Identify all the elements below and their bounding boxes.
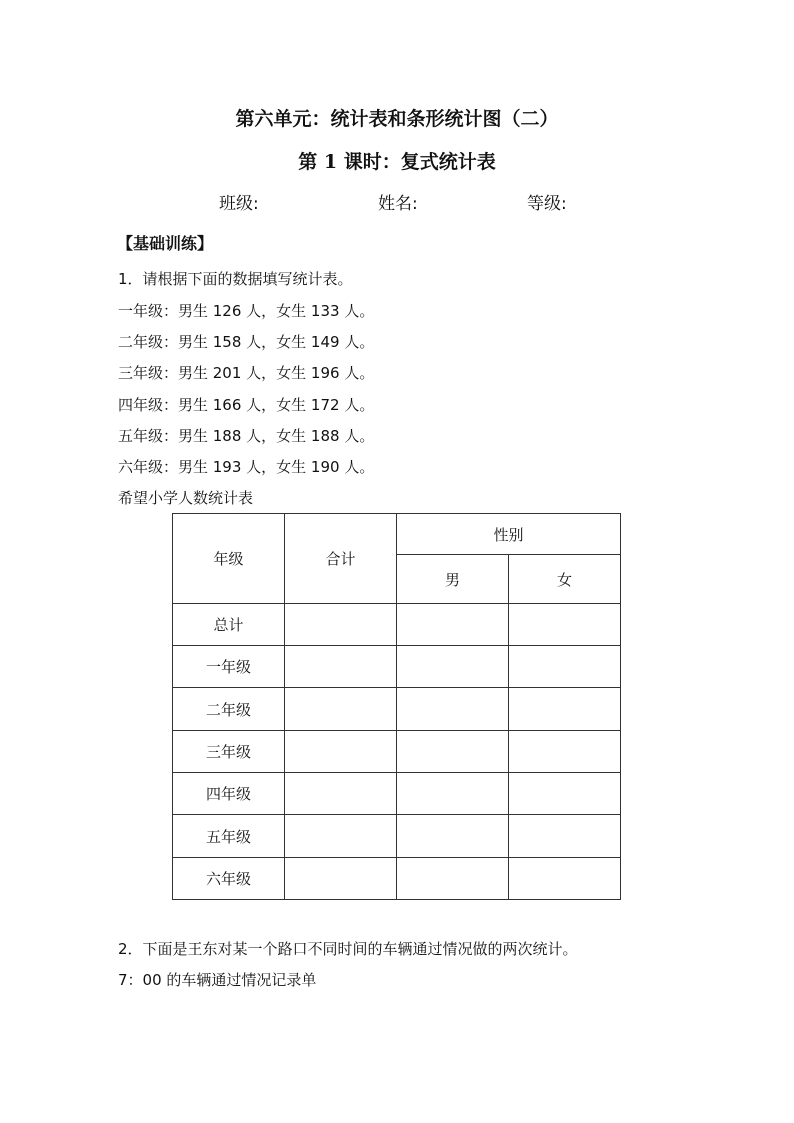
table-row [173,604,621,646]
total-cell[interactable] [285,858,397,900]
lesson-subtitle: 第 1 课时：复式统计表 [298,151,496,173]
table-row [173,773,621,815]
table-row [173,646,621,688]
female-cell[interactable] [509,815,621,858]
total-cell[interactable] [285,773,397,815]
header-gender: 性别 [397,514,621,555]
total-cell[interactable] [285,815,397,858]
row-label: 一年级 [173,646,285,688]
female-cell[interactable] [509,604,621,646]
female-cell[interactable] [509,688,621,731]
name-label: 姓名: [378,194,418,214]
record-title: 7：00 的车辆通过情况记录单 [118,971,317,989]
male-cell[interactable] [397,604,509,646]
total-cell[interactable] [285,688,397,731]
question-2-prompt: 2．下面是王东对某一个路口不同时间的车辆通过情况做的两次统计。 [118,940,578,958]
total-cell[interactable] [285,646,397,688]
total-cell[interactable] [285,731,397,773]
table-caption: 希望小学人数统计表 [118,489,254,507]
data-line: 六年级：男生 193 人，女生 190 人。 [118,458,375,476]
population-stats-table [172,513,621,900]
header-total: 合计 [285,514,397,604]
header-grade: 年级 [173,514,285,604]
row-label: 总计 [173,604,285,646]
table-row [173,815,621,858]
male-cell[interactable] [397,815,509,858]
section-heading: 【基础训练】 [117,234,214,253]
data-line: 二年级：男生 158 人，女生 149 人。 [118,333,375,351]
male-cell[interactable] [397,773,509,815]
page-title: 第六单元：统计表和条形统计图（二） [235,108,559,130]
male-cell[interactable] [397,731,509,773]
question-1-prompt: 1．请根据下面的数据填写统计表。 [118,270,353,288]
row-label: 六年级 [173,858,285,900]
male-cell[interactable] [397,858,509,900]
female-cell[interactable] [509,646,621,688]
row-label: 四年级 [173,773,285,815]
row-label: 五年级 [173,815,285,858]
table-row [173,731,621,773]
data-line: 三年级：男生 201 人，女生 196 人。 [118,364,375,382]
table-row [173,688,621,731]
data-line: 五年级：男生 188 人，女生 188 人。 [118,427,375,445]
data-line: 一年级：男生 126 人，女生 133 人。 [118,302,375,320]
data-line: 四年级：男生 166 人，女生 172 人。 [118,396,375,414]
header-female: 女 [509,555,621,604]
header-male: 男 [397,555,509,604]
total-cell[interactable] [285,604,397,646]
male-cell[interactable] [397,646,509,688]
row-label: 二年级 [173,688,285,731]
female-cell[interactable] [509,773,621,815]
row-label: 三年级 [173,731,285,773]
grade-level-label: 等级: [527,194,567,214]
female-cell[interactable] [509,731,621,773]
table-row [173,858,621,900]
female-cell[interactable] [509,858,621,900]
male-cell[interactable] [397,688,509,731]
class-label: 班级: [219,194,259,214]
